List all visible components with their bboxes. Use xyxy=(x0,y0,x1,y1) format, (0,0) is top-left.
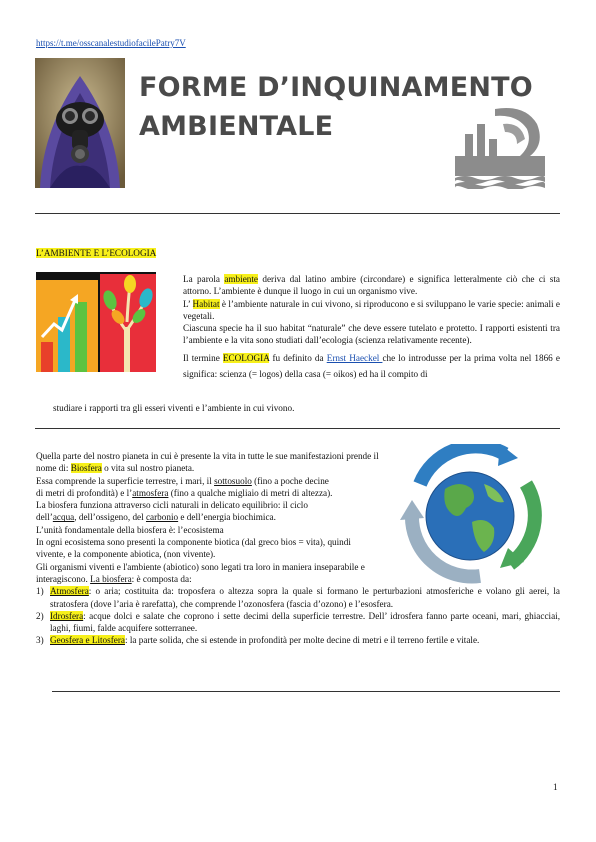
biosfera-line-4: di metri di profondità) e l’atmosfera (fino a qualche migliaio di metri di altezza). xyxy=(36,487,333,498)
title-line-1: FORME D’INQUINAMENTO xyxy=(139,72,533,103)
biosfera-line-7: L’unità fondamentale della biosfera è: l’ecosistema xyxy=(36,524,224,535)
biosfera-line-1: Quella parte del nostro pianeta in cui è presente la vita in tutte le sue manifestazioni prende il xyxy=(36,451,379,461)
biosfera-line-6: dell’acqua, dell’ossigeno, del carbonio e dell’energia biochimica. xyxy=(36,512,276,523)
section1-body xyxy=(183,273,560,382)
factory-pollution-icon xyxy=(455,104,545,189)
growth-tree-illustration xyxy=(36,272,156,372)
list-item: 2) Idrosfera: acque dolci e salate che coprono i sette decimi della superficie terrestre. Dell’ idrosfera fanno parte oceani, mari, ghiacciai, laghi, fiumi, falde acquifere sotterranee. xyxy=(36,610,560,634)
section-heading: L’AMBIENTE E L’ECOLOGIA xyxy=(36,248,157,258)
biosfera-line-8: In ogni ecosistema sono presenti la componente biotica (dal greco bios = vita), quindi xyxy=(36,537,351,548)
biosfera-line-11: interagiscono. La biosfera: è composta da: xyxy=(36,573,192,584)
paragraph-specie: Ciascuna specie ha il suo habitat “naturale” che deve essere tutelato e protetto. I rapporti esistenti tra l’ambiente e la vita sono studiati dall’ecologia (scienza relativamente recente). xyxy=(183,323,560,346)
paragraph-habitat: L’ Habitat è l’ambiente naturale in cui vivono, si riproducono e si sviluppano le varie specie: animali e vegetali. xyxy=(183,298,560,321)
page-number: 1 xyxy=(553,782,558,792)
divider-top xyxy=(35,213,560,214)
divider-bottom xyxy=(52,691,560,692)
title-line-2: AMBIENTALE xyxy=(139,111,334,142)
biosfera-line-9: vivente, e la componente abiotica, (non vivente). xyxy=(36,549,216,560)
biosfera-line-5: La biosfera funziona attraverso cicli naturali in delicato equilibrio: il ciclo xyxy=(36,500,308,511)
paragraph-ambiente: La parola ambiente deriva dal latino ambire (circondare) e significa letteralmente ciò che ci sta attorno. L’ambiente è dunque il luogo in cui un organismo vive. xyxy=(183,274,560,297)
gas-mask-photo xyxy=(35,58,125,188)
list-item: 3) Geosfera e Litosfera: la parte solida, che si estende in profondità per molte decine di metri e il terreno fertile e vitale. xyxy=(36,635,480,646)
paragraph-ecologia-end: studiare i rapporti tra gli esseri viventi e l’ambiente in cui vivono. xyxy=(53,403,295,413)
biosfera-line-10: Gli organismi viventi e l'ambiente (abiotico) sono legati tra loro in maniera inseparabile e xyxy=(36,561,365,572)
ernst-haeckel-link[interactable]: Ernst Haeckel xyxy=(326,352,383,363)
biosfera-components-list xyxy=(36,585,560,646)
biosfera-line-3: Essa comprende la superficie terrestre, i mari, il sottosuolo (fino a poche decine xyxy=(36,475,329,486)
list-item: 1) Atmosfera: o aria; costituita da: troposfera o altezza sopra la quale si formano le perturbazioni atmosferiche e volano gli aerei, la stratosfera (dove l’aria è rarefatta), che comprende l’ozonosfera (fascia d’ozono) e l’esosfera. xyxy=(36,586,560,609)
telegram-link[interactable]: https://t.me/osscanalestudiofacilePatry7V xyxy=(36,38,186,48)
biosfera-line-2: nome di: Biosfera o vita sul nostro pianeta. xyxy=(36,463,195,474)
paragraph-ecologia: Il termine ECOLOGIA fu definito da Ernst Haeckel che lo introdusse per la prima volta nel 1866 e significa: scienza (= logos) della casa (= oikos) ed ha il compito di xyxy=(183,352,560,379)
section2-body xyxy=(36,450,560,647)
divider-middle xyxy=(35,428,560,429)
